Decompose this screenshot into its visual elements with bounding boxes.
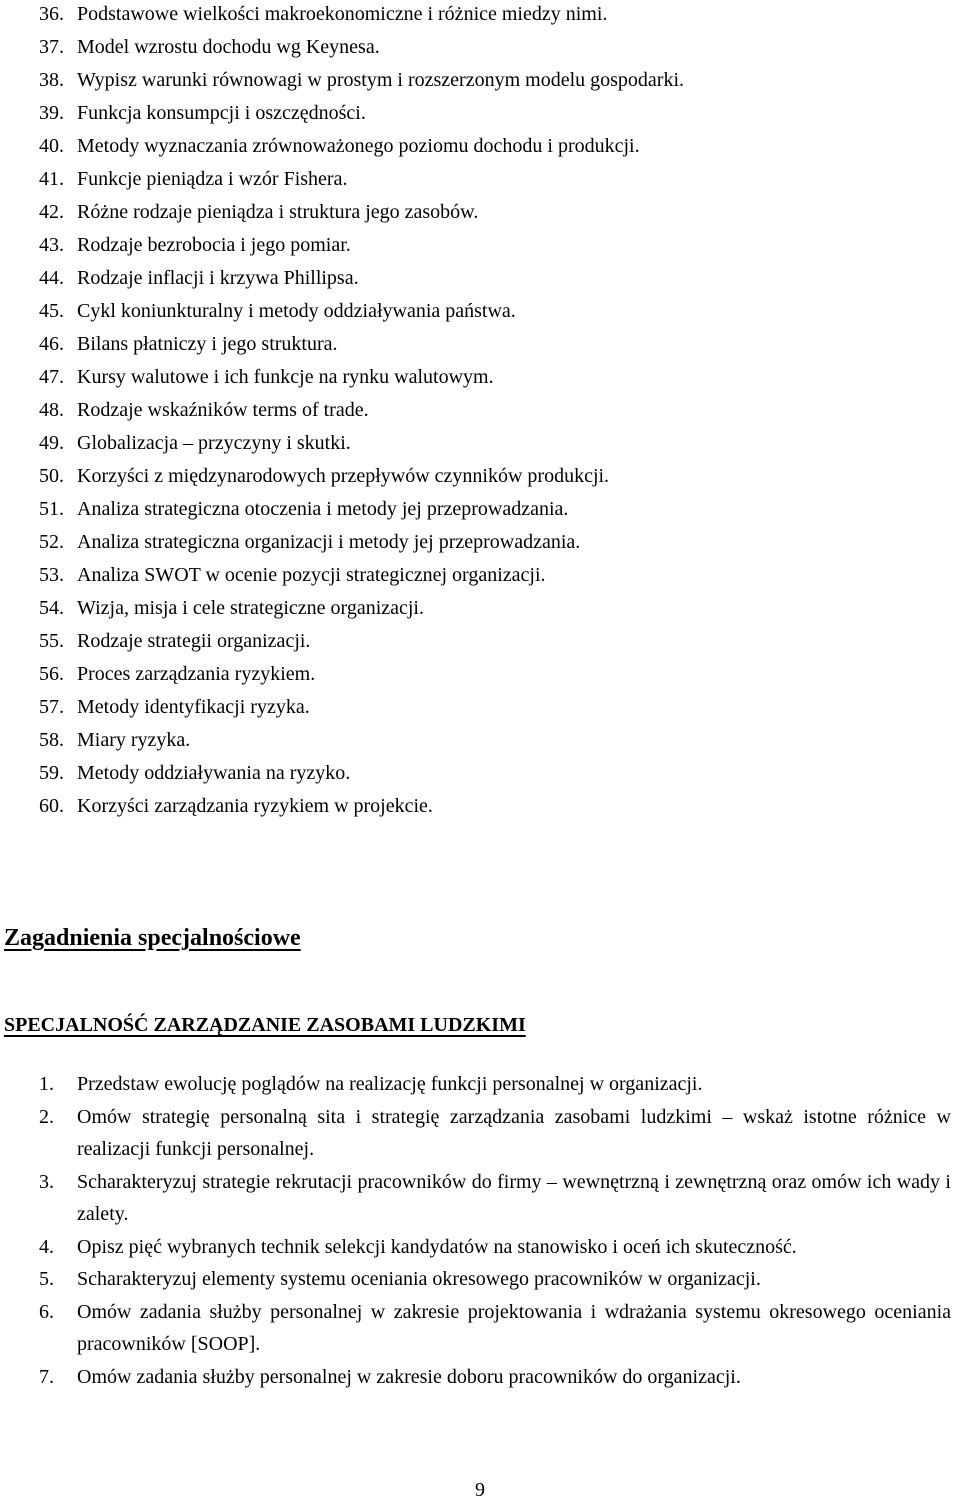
item-text: Miary ryzyka. bbox=[77, 729, 191, 751]
page-number: 9 bbox=[475, 1479, 485, 1501]
list-item bbox=[39, 1101, 951, 1166]
item-number: 58. bbox=[39, 729, 64, 751]
item-text: Rodzaje inflacji i krzywa Phillipsa. bbox=[77, 267, 359, 289]
list-item bbox=[39, 660, 684, 693]
general-topics-list bbox=[39, 0, 684, 825]
item-text: Rodzaje strategii organizacji. bbox=[77, 630, 311, 652]
list-item bbox=[39, 132, 684, 165]
item-number: 4. bbox=[39, 1235, 54, 1258]
item-text: Omów zadania służby personalnej w zakresie doboru pracowników do organizacji. bbox=[77, 1365, 741, 1388]
item-number: 59. bbox=[39, 762, 64, 784]
item-text: Model wzrostu dochodu wg Keynesa. bbox=[77, 36, 380, 58]
list-item bbox=[39, 264, 684, 297]
item-number: 38. bbox=[39, 69, 64, 91]
item-number: 46. bbox=[39, 333, 64, 355]
list-item bbox=[39, 165, 684, 198]
item-number: 6. bbox=[39, 1300, 54, 1323]
item-text: Metody identyfikacji ryzyka. bbox=[77, 696, 310, 718]
item-number: 2. bbox=[39, 1105, 54, 1128]
list-item bbox=[39, 1231, 951, 1264]
item-number: 48. bbox=[39, 399, 64, 421]
item-text: Kursy walutowe i ich funkcje na rynku walutowym. bbox=[77, 366, 494, 388]
list-item bbox=[39, 297, 684, 330]
item-number: 56. bbox=[39, 663, 64, 685]
item-text: Funkcje pieniądza i wzór Fishera. bbox=[77, 168, 348, 190]
item-text: Analiza strategiczna otoczenia i metody jej przeprowadzania. bbox=[77, 498, 569, 520]
item-text: Przedstaw ewolucję poglądów na realizację funkcji personalnej w organizacji. bbox=[77, 1073, 703, 1095]
list-item bbox=[39, 198, 684, 231]
list-item bbox=[39, 0, 684, 33]
item-text: Cykl koniunkturalny i metody oddziaływania państwa. bbox=[77, 300, 516, 322]
item-text: Metody oddziaływania na ryzyko. bbox=[77, 762, 351, 784]
item-text: Analiza strategiczna organizacji i metody jej przeprowadzania. bbox=[77, 531, 581, 553]
item-text: Funkcja konsumpcji i oszczędności. bbox=[77, 102, 366, 124]
specialization-title: SPECJALNOŚĆ ZARZĄDZANIE ZASOBAMI LUDZKIMI bbox=[4, 1014, 526, 1036]
item-number: 45. bbox=[39, 300, 64, 322]
list-item bbox=[39, 429, 684, 462]
item-text: Bilans płatniczy i jego struktura. bbox=[77, 333, 338, 355]
section-title: Zagadnienia specjalnościowe bbox=[4, 925, 301, 951]
list-item bbox=[39, 528, 684, 561]
list-item bbox=[39, 462, 684, 495]
item-text: Globalizacja – przyczyny i skutki. bbox=[77, 432, 351, 454]
item-number: 54. bbox=[39, 597, 64, 619]
item-number: 7. bbox=[39, 1365, 54, 1388]
item-text: Korzyści z międzynarodowych przepływów czynników produkcji. bbox=[77, 465, 610, 487]
item-number: 52. bbox=[39, 531, 64, 553]
item-text: Różne rodzaje pieniądza i struktura jego zasobów. bbox=[77, 201, 479, 223]
list-item bbox=[39, 693, 684, 726]
specialization-topics-list bbox=[39, 1068, 951, 1393]
item-text: Podstawowe wielkości makroekonomiczne i różnice miedzy nimi. bbox=[77, 3, 608, 25]
item-number: 60. bbox=[39, 795, 64, 817]
list-item bbox=[39, 1263, 951, 1296]
item-text: Opisz pięć wybranych technik selekcji kandydatów na stanowisko i oceń ich skuteczność. bbox=[77, 1235, 797, 1258]
list-item bbox=[39, 231, 684, 264]
item-number: 43. bbox=[39, 234, 64, 256]
item-text: Rodzaje wskaźników terms of trade. bbox=[77, 399, 369, 421]
list-item bbox=[39, 33, 684, 66]
item-number: 50. bbox=[39, 465, 64, 487]
item-text: Omów strategię personalną sita i strategię zarządzania zasobami ludzkimi – wskaż istotne różnice w realizacji funkcji personalnej. bbox=[77, 1105, 951, 1160]
list-item bbox=[39, 396, 684, 429]
list-item bbox=[39, 561, 684, 594]
list-item bbox=[39, 1068, 951, 1101]
item-text: Scharakteryzuj strategie rekrutacji pracowników do firmy – wewnętrzną i zewnętrzną oraz omów ich wady i zalety. bbox=[77, 1170, 951, 1225]
item-number: 41. bbox=[39, 168, 64, 190]
item-text: Rodzaje bezrobocia i jego pomiar. bbox=[77, 234, 351, 256]
item-number: 42. bbox=[39, 201, 64, 223]
list-item bbox=[39, 726, 684, 759]
item-number: 40. bbox=[39, 135, 64, 157]
list-item bbox=[39, 99, 684, 132]
item-number: 5. bbox=[39, 1268, 54, 1290]
list-item bbox=[39, 792, 684, 825]
item-number: 39. bbox=[39, 102, 64, 124]
item-text: Metody wyznaczania zrównoważonego poziomu dochodu i produkcji. bbox=[77, 135, 640, 157]
item-number: 49. bbox=[39, 432, 64, 454]
item-text: Omów zadania służby personalnej w zakresie projektowania i wdrażania systemu okresowego oceniania pracowników [SOOP]. bbox=[77, 1300, 951, 1355]
item-text: Korzyści zarządzania ryzykiem w projekcie. bbox=[77, 795, 433, 817]
item-number: 55. bbox=[39, 630, 64, 652]
item-text: Wypisz warunki równowagi w prostym i rozszerzonym modelu gospodarki. bbox=[77, 69, 685, 91]
item-number: 1. bbox=[39, 1073, 54, 1095]
item-text: Scharakteryzuj elementy systemu oceniania okresowego pracowników w organizacji. bbox=[77, 1268, 761, 1290]
item-number: 44. bbox=[39, 267, 64, 289]
list-item bbox=[39, 1296, 951, 1361]
item-number: 36. bbox=[39, 3, 64, 25]
list-item bbox=[39, 363, 684, 396]
list-item bbox=[39, 330, 684, 363]
item-number: 3. bbox=[39, 1170, 54, 1193]
list-item bbox=[39, 66, 684, 99]
item-number: 37. bbox=[39, 36, 64, 58]
item-text: Proces zarządzania ryzykiem. bbox=[77, 663, 316, 685]
item-number: 51. bbox=[39, 498, 64, 520]
list-item bbox=[39, 1166, 951, 1231]
list-item bbox=[39, 594, 684, 627]
item-text: Wizja, misja i cele strategiczne organizacji. bbox=[77, 597, 424, 619]
item-number: 53. bbox=[39, 564, 64, 586]
list-item bbox=[39, 759, 684, 792]
list-item bbox=[39, 1361, 951, 1394]
item-number: 47. bbox=[39, 366, 64, 388]
list-item bbox=[39, 495, 684, 528]
item-text: Analiza SWOT w ocenie pozycji strategicznej organizacji. bbox=[77, 564, 546, 586]
list-item bbox=[39, 627, 684, 660]
item-number: 57. bbox=[39, 696, 64, 718]
